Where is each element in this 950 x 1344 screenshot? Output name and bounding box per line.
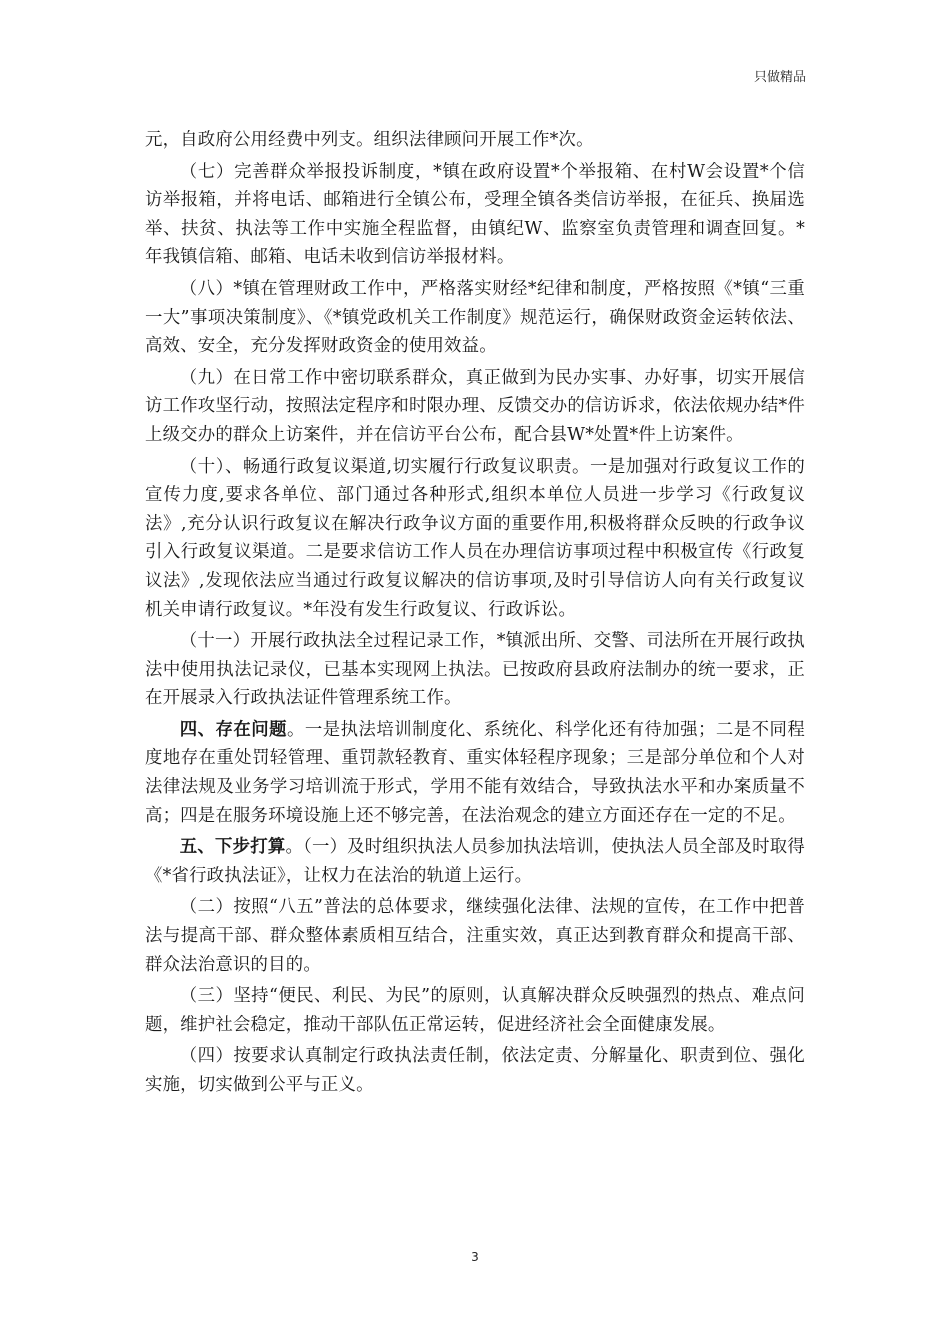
paragraph-next-step-3: （三）坚持“便民、利民、为民”的原则，认真解决群众反映强烈的热点、难点问题，维护社会稳定，推动干部队伍正常运转，促进经济社会全面健康发展。 bbox=[145, 986, 805, 1035]
document-body bbox=[145, 126, 805, 1103]
paragraph-item-8: （八）*镇在管理财政工作中，严格落实财经*纪律和制度，严格按照《*镇“三重一大”事项决策制度》、《*镇党政机关工作制度》规范运行，确保财政资金运转依法、高效、安全，充分发挥财政资金的使用效益。 bbox=[145, 278, 805, 357]
header-note: 只做精品 bbox=[753, 70, 806, 85]
paragraph-section-next-steps: 五、下步打算。（一）及时组织执法人员参加执法培训，使执法人员全部及时取得《*省行政执法证》，让权力在法治的轨道上运行。 bbox=[145, 837, 805, 886]
section-heading-next-steps: 五、下步打算 bbox=[179, 837, 286, 858]
page-number: 3 bbox=[471, 1250, 479, 1264]
section-heading-problems: 四、存在问题 bbox=[179, 719, 288, 740]
paragraph-item-11: （十一）开展行政执法全过程记录工作，*镇派出所、交警、司法所在开展行政执法中使用执法记录仪，已基本实现网上执法。已按政府县政府法制办的统一要求，正在开展录入行政执法证件管理系统工作。 bbox=[145, 631, 805, 709]
paragraph-next-step-2: （二）按照“八五”普法的总体要求，继续强化法律、法规的宣传，在工作中把普法与提高干部、群众整体素质相互结合，注重实效，真正达到教育群众和提高干部、群众法治意识的目的。 bbox=[145, 897, 805, 975]
paragraph-item-9: （九）在日常工作中密切联系群众，真正做到为民办实事、办好事，切实开展信访工作攻坚行动，按照法定程序和时限办理、反馈交办的信访诉求，依法依规办结*件上级交办的群众上访案件，并在信访平台公布，配合县W*处置*件上访案件。 bbox=[145, 367, 805, 445]
paragraph-item-7: （七）完善群众举报投诉制度，*镇在政府设置*个举报箱、在村W会设置*个信访举报箱，并将电话、邮箱进行全镇公布，受理全镇各类信访举报，在征兵、换届选举、扶贫、执法等工作中实施全程监督，由镇纪W、监察室负责管理和调查回复。*年我镇信箱、邮箱、电话未收到信访举报材料。 bbox=[145, 161, 805, 268]
paragraph-continuation: 元，自政府公用经费中列支。组织法律顾问开展工作*次。 bbox=[145, 130, 594, 150]
paragraph-next-step-4: （四）按要求认真制定行政执法责任制，依法定责、分解量化、职责到位、强化实施，切实做到公平与正义。 bbox=[145, 1046, 805, 1095]
paragraph-section-problems: 四、存在问题。一是执法培训制度化、系统化、科学化还有待加强；二是不同程度地存在重处罚轻管理、重罚款轻教育、重实体轻程序现象；三是部分单位和个人对法律法规及业务学习培训流于形式，学用不能有效结合，导致执法水平和办案质量不高；四是在服务环境设施上还不够完善，在法治观念的建立方面还存在一定的不足。 bbox=[145, 719, 805, 826]
paragraph-item-10: （十）、畅通行政复议渠道,切实履行行政复议职责。一是加强对行政复议工作的宣传力度,要求各单位、部门通过各种形式,组织本单位人员进一步学习《行政复议法》,充分认识行政复议在解决行政争议方面的重要作用,积极将群众反映的行政争议引入行政复议渠道。二是要求信访工作人员在办理信访事项过程中积极宣传《行政复议法》,发现依法应当通过行政复议解决的信访事项,及时引导信访人向有关行政复议机关申请行政复议。*年没有发生行政复议、行政诉讼。 bbox=[145, 456, 805, 620]
